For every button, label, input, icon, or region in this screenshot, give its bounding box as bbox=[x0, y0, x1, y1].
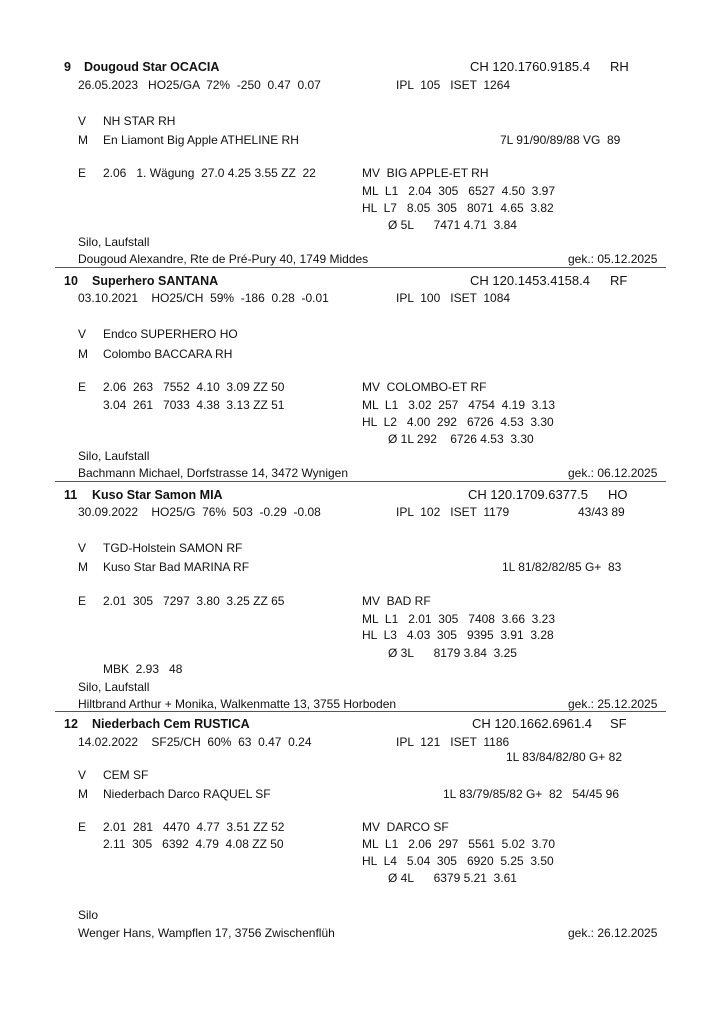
dam-average: Ø 1L 292 6726 4.53 3.30 bbox=[388, 432, 534, 446]
dam-label: M bbox=[78, 787, 88, 801]
calving-date: gek.: 06.12.2025 bbox=[568, 466, 658, 480]
own-performance-label: E bbox=[78, 594, 87, 608]
calving-date: gek.: 26.12.2025 bbox=[568, 926, 658, 940]
own-performance-label: E bbox=[78, 820, 87, 834]
birth-info: 14.02.2022 SF25/CH 60% 63 0.47 0.24 bbox=[78, 735, 312, 749]
sire-name: Endco SUPERHERO HO bbox=[103, 327, 238, 341]
animal-id: CH 120.1662.6961.4 bbox=[472, 716, 592, 731]
dam-best-lactation: HL L7 8.05 305 8071 4.65 3.82 bbox=[362, 201, 554, 215]
sire-name: TGD-Holstein SAMON RF bbox=[103, 541, 243, 555]
own-performance-label: E bbox=[78, 380, 87, 394]
dam-first-lactation: ML L1 2.06 297 5561 5.02 3.70 bbox=[362, 837, 556, 851]
sire-label: V bbox=[78, 768, 87, 782]
maternal-grandsire: MV DARCO SF bbox=[362, 820, 449, 834]
breed-code: RH bbox=[610, 59, 629, 74]
birth-info: 26.05.2023 HO25/GA 72% -250 0.47 0.07 bbox=[78, 78, 321, 92]
entry-number: 12 bbox=[64, 717, 78, 731]
maternal-grandsire: MV BAD RF bbox=[362, 594, 431, 608]
animal-id: CH 120.1453.4158.4 bbox=[470, 273, 590, 288]
owner-address: Bachmann Michael, Dorfstrasse 14, 3472 Wynigen bbox=[78, 466, 349, 480]
dam-best-lactation: HL L3 4.03 305 9395 3.91 3.28 bbox=[362, 628, 554, 642]
sire-label: V bbox=[78, 327, 87, 341]
own-performance-row: 2.01 305 7297 3.80 3.25 ZZ 65 bbox=[103, 594, 285, 608]
dam-label: M bbox=[78, 133, 88, 147]
animal-name: Superhero SANTANA bbox=[92, 274, 219, 288]
entry-divider bbox=[55, 267, 666, 268]
dam-label: M bbox=[78, 560, 88, 574]
animal-id: CH 120.1709.6377.5 bbox=[468, 487, 588, 502]
own-performance-row: 2.11 305 6392 4.79 4.08 ZZ 50 bbox=[103, 837, 284, 851]
sire-name: CEM SF bbox=[103, 768, 149, 782]
dam-first-lactation: ML L1 3.02 257 4754 4.19 3.13 bbox=[362, 398, 556, 412]
dam-classification: 1L 81/82/82/85 G+ 83 bbox=[502, 560, 622, 574]
breed-code: SF bbox=[610, 716, 627, 731]
sire-label: V bbox=[78, 541, 87, 555]
dam-classification: 1L 83/79/85/82 G+ 82 54/45 96 bbox=[443, 787, 620, 801]
calving-date: gek.: 25.12.2025 bbox=[568, 697, 658, 711]
own-performance-row: 2.06 1. Wägung 27.0 4.25 3.55 ZZ 22 bbox=[103, 166, 316, 180]
entry-number: 11 bbox=[64, 488, 78, 502]
animal-name: Niederbach Cem RUSTICA bbox=[92, 717, 250, 731]
animal-name: Kuso Star Samon MIA bbox=[92, 488, 223, 502]
breed-code: RF bbox=[610, 273, 628, 288]
breed-code: HO bbox=[608, 487, 628, 502]
housing: Silo, Laufstall bbox=[78, 449, 150, 463]
dam-average: Ø 5L 7471 4.71 3.84 bbox=[388, 218, 517, 232]
entry-divider bbox=[55, 711, 666, 712]
maternal-grandsire: MV COLOMBO-ET RF bbox=[362, 380, 487, 394]
dam-name: En Liamont Big Apple ATHELINE RH bbox=[103, 133, 299, 147]
birth-info: 30.09.2022 HO25/G 76% 503 -0.29 -0.08 bbox=[78, 505, 321, 519]
sire-name: NH STAR RH bbox=[103, 114, 176, 128]
own-performance-row: 2.06 263 7552 4.10 3.09 ZZ 50 bbox=[103, 380, 285, 394]
dam-first-lactation: ML L1 2.01 305 7408 3.66 3.23 bbox=[362, 612, 556, 626]
housing: Silo, Laufstall bbox=[78, 235, 150, 249]
animal-id: CH 120.1760.9185.4 bbox=[470, 59, 590, 74]
dam-best-lactation: HL L2 4.00 292 6726 4.53 3.30 bbox=[362, 415, 554, 429]
owner-address: Wenger Hans, Wampflen 17, 3756 Zwischenflüh bbox=[78, 926, 335, 940]
dam-name: Colombo BACCARA RH bbox=[103, 347, 233, 361]
dam-average: Ø 4L 6379 5.21 3.61 bbox=[388, 871, 517, 885]
ipl-iset: IPL 102 ISET 1179 bbox=[396, 505, 510, 519]
entry-divider bbox=[55, 481, 666, 482]
housing: Silo bbox=[78, 908, 99, 922]
mbk-value: MBK 2.93 48 bbox=[103, 662, 183, 676]
ipl-iset: IPL 121 ISET 1186 bbox=[396, 735, 510, 749]
entry-number: 10 bbox=[64, 274, 78, 288]
linear-classification: 1L 83/84/82/80 G+ 82 bbox=[506, 750, 622, 764]
animal-name: Dougoud Star OCACIA bbox=[84, 60, 220, 74]
maternal-grandsire: MV BIG APPLE-ET RH bbox=[362, 166, 489, 180]
dam-label: M bbox=[78, 347, 88, 361]
ipl-iset: IPL 105 ISET 1264 bbox=[396, 78, 511, 92]
dam-name: Kuso Star Bad MARINA RF bbox=[103, 560, 250, 574]
owner-address: Hiltbrand Arthur + Monika, Walkenmatte 13, 3755 Horboden bbox=[78, 697, 397, 711]
ipl-extra: 43/43 89 bbox=[578, 505, 625, 519]
own-performance-label: E bbox=[78, 166, 87, 180]
dam-best-lactation: HL L4 5.04 305 6920 5.25 3.50 bbox=[362, 854, 554, 868]
entry-number: 9 bbox=[64, 60, 71, 74]
ipl-iset: IPL 100 ISET 1084 bbox=[396, 291, 511, 305]
dam-classification: 7L 91/90/89/88 VG 89 bbox=[500, 133, 621, 147]
birth-info: 03.10.2021 HO25/CH 59% -186 0.28 -0.01 bbox=[78, 291, 329, 305]
housing: Silo, Laufstall bbox=[78, 680, 150, 694]
calving-date: gek.: 05.12.2025 bbox=[568, 252, 658, 266]
own-performance-row: 3.04 261 7033 4.38 3.13 ZZ 51 bbox=[103, 398, 285, 412]
dam-first-lactation: ML L1 2.04 305 6527 4.50 3.97 bbox=[362, 184, 556, 198]
dam-average: Ø 3L 8179 3.84 3.25 bbox=[388, 646, 517, 660]
dam-name: Niederbach Darco RAQUEL SF bbox=[103, 787, 271, 801]
sire-label: V bbox=[78, 114, 87, 128]
owner-address: Dougoud Alexandre, Rte de Pré-Pury 40, 1749 Middes bbox=[78, 252, 369, 266]
own-performance-row: 2.01 281 4470 4.77 3.51 ZZ 52 bbox=[103, 820, 285, 834]
